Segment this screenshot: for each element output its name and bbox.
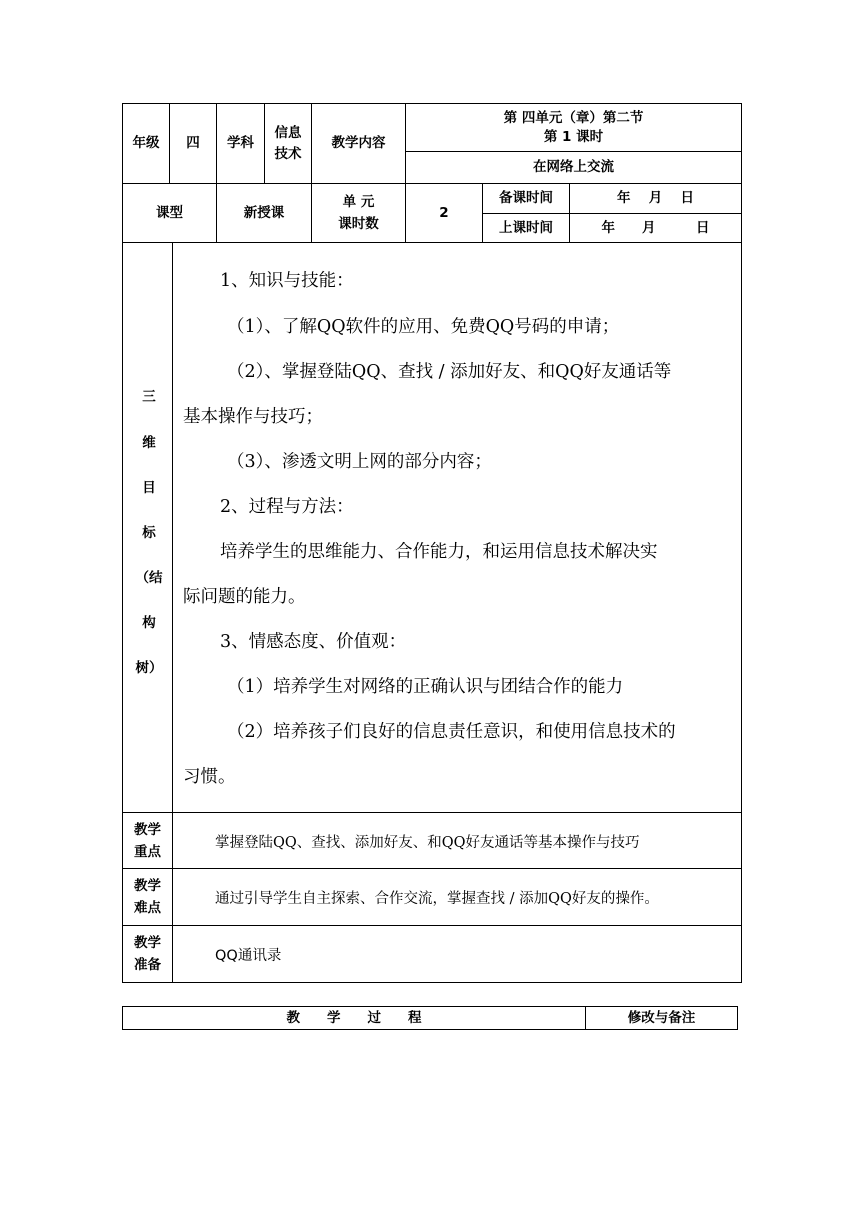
difficulties-label xyxy=(123,869,172,925)
unit-line-2: 第 1 课时 xyxy=(543,128,604,145)
grade-label: 年级 xyxy=(132,135,160,151)
objective-heading: 3、情感态度、价值观： xyxy=(220,632,407,652)
objectives-label-char: （结 xyxy=(135,570,163,586)
objective-item-continuation: 习惯。 xyxy=(183,767,236,787)
objective-item: （2）培养孩子们良好的信息责任意识，和使用信息技术的 xyxy=(227,722,676,742)
objectives-label-char: 三 xyxy=(142,389,156,405)
process-title: 教 学 过 程 xyxy=(286,1009,422,1026)
preparation-text: QQ通讯录 xyxy=(215,948,282,964)
lesson-title: 在网络上交流 xyxy=(533,159,614,175)
subject-label: 学科 xyxy=(227,135,254,151)
type-label: 课型 xyxy=(156,204,183,221)
difficulties-label-line-2: 难点 xyxy=(134,900,161,916)
class-time-value: 年 月 日 xyxy=(601,219,710,236)
preparation-label-line-2: 准备 xyxy=(134,957,161,973)
subject-value-line-1: 信息 xyxy=(274,124,302,141)
objective-item-continuation: 基本操作与技巧； xyxy=(183,407,323,427)
difficulties-text: 通过引导学生自主探索、合作交流，掌握查找 / 添加QQ好友的操作。 xyxy=(215,891,659,907)
objective-item: （3）、渗透文明上网的部分内容； xyxy=(227,452,492,472)
class-time-label: 上课时间 xyxy=(499,219,553,236)
key-points-label-line-2: 重点 xyxy=(134,843,161,860)
grade-value: 四 xyxy=(186,135,200,151)
objective-heading: 1、知识与技能： xyxy=(220,271,354,291)
subject-value-line-2: 技术 xyxy=(274,145,302,162)
objective-item-continuation: 际问题的能力。 xyxy=(183,587,306,607)
objective-item: （1）、了解QQ软件的应用、免费QQ号码的申请； xyxy=(227,317,620,337)
subject-value xyxy=(265,104,311,183)
objective-heading: 2、过程与方法： xyxy=(220,497,354,517)
unit-hours-label-line-2: 课时数 xyxy=(338,216,379,232)
preparation-label-line-1: 教学 xyxy=(134,935,161,951)
content-label: 教学内容 xyxy=(331,135,386,151)
objective-item: （2）、掌握登陆QQ、查找 / 添加好友、和QQ好友通话等 xyxy=(227,362,672,382)
objectives-label-char: 树） xyxy=(135,660,163,676)
objectives-label-char: 维 xyxy=(142,435,156,451)
unit-hours-label xyxy=(312,184,405,242)
process-notes-label: 修改与备注 xyxy=(627,1009,696,1026)
objective-item: （1）培养学生对网络的正确认识与团结合作的能力 xyxy=(227,677,624,697)
type-value: 新授课 xyxy=(243,204,285,221)
prep-time-value: 年 月 日 xyxy=(617,190,694,206)
preparation-label xyxy=(123,926,172,982)
key-points-text: 掌握登陆QQ、查找、添加好友、和QQ好友通话等基本操作与技巧 xyxy=(215,835,640,851)
unit-hours-value: 2 xyxy=(439,204,449,221)
unit-hours-label-line-1: 单 元 xyxy=(342,194,375,210)
objectives-label-char: 目 xyxy=(142,480,156,496)
unit-line-1: 第 四单元（章）第二节 xyxy=(503,109,644,126)
prep-time-label: 备课时间 xyxy=(499,190,553,206)
objective-item: 培养学生的思维能力、合作能力，和运用信息技术解决实 xyxy=(220,542,658,562)
unit-info xyxy=(406,104,741,151)
objectives-label-char: 构 xyxy=(142,615,156,631)
difficulties-label-line-1: 教学 xyxy=(134,878,161,894)
objectives-label-char: 标 xyxy=(142,525,156,541)
key-points-label xyxy=(123,813,172,868)
key-points-label-line-1: 教学 xyxy=(134,821,161,838)
